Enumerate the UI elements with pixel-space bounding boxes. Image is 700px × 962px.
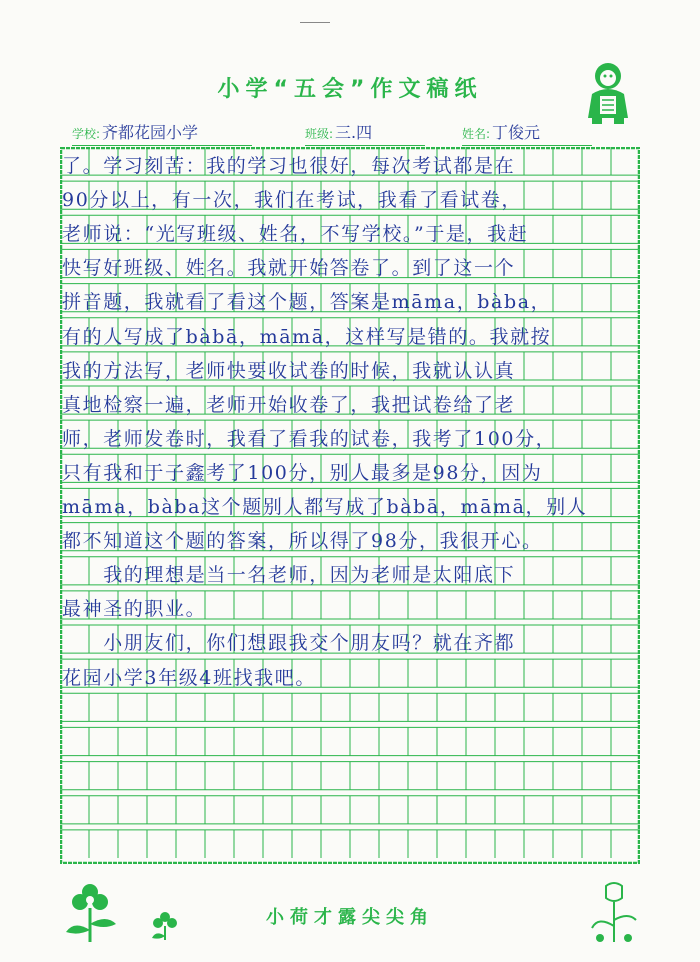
essay-line-text: 快写好班级、姓名。我就开始答卷了。到了这一个 <box>62 257 516 280</box>
essay-line <box>60 829 640 863</box>
small-flower-icon <box>148 908 182 942</box>
essay-line-text: 花园小学3年级4班找我吧。 <box>62 666 316 689</box>
school-value: 齐都花园小学 <box>102 123 199 142</box>
essay-line <box>60 215 640 249</box>
essay-line <box>60 522 640 556</box>
essay-line-text: 我的理想是当一名老师，因为老师是太阳底下 <box>62 564 516 587</box>
school-field <box>72 120 252 143</box>
essay-line <box>60 454 640 488</box>
essay-line <box>60 147 640 181</box>
essay-line-text: 都不知道这个题的答案，所以得了98分，我很开心。 <box>62 530 543 553</box>
essay-line-text <box>60 859 62 863</box>
essay-line-text: 真地检察一遍，老师开始收卷了，我把试卷给了老 <box>62 393 516 416</box>
essay-line-text: 师，老师发卷时，我看了看我的试卷，我考了100分， <box>62 427 557 450</box>
name-field <box>462 120 592 143</box>
writing-grid <box>60 147 640 864</box>
essay-line <box>60 590 640 624</box>
school-label: 学校: <box>72 127 101 141</box>
scan-mark <box>300 22 330 23</box>
page-title: 小学“五会”作文稿纸 <box>217 77 483 102</box>
class-value: 三.四 <box>335 123 373 142</box>
essay-line <box>60 556 640 590</box>
essay-line <box>60 181 640 215</box>
essay-line <box>60 727 640 761</box>
essay-line <box>60 761 640 795</box>
name-value: 丁俊元 <box>492 123 541 142</box>
essay-line <box>60 352 640 386</box>
essay-line <box>60 693 640 727</box>
essay-line-text: 小朋友们，你们想跟我交个朋友吗？就在齐都 <box>62 632 516 655</box>
essay-line-text: 老师说：“光写班级、姓名，不写学校。”于是，我赶 <box>62 223 529 246</box>
essay-line-text: māma，bàba这个题别人都写成了bàbā，māmā，别人 <box>62 496 588 518</box>
essay-line <box>60 249 640 283</box>
essay-line <box>60 420 640 454</box>
essay-line <box>60 624 640 658</box>
essay-line <box>60 283 640 317</box>
essay-line-text: 了。学习刻苦：我的学习也很好，每次考试都是在 <box>62 155 516 177</box>
flower-icon <box>60 880 122 946</box>
essay-line-text: 最神圣的职业。 <box>62 598 207 621</box>
essay-line <box>60 795 640 829</box>
essay-line-text: 拼音题，我就看了看这个题，答案是māma，bàba， <box>62 291 552 314</box>
essay-line-text: 有的人写成了bàbā，māmā，这样写是错的。我就按 <box>62 325 552 348</box>
class-field <box>305 120 425 143</box>
essay-line <box>60 318 640 352</box>
tulip-icon <box>588 880 640 946</box>
class-label: 班级: <box>305 127 334 141</box>
name-label: 姓名: <box>462 127 491 141</box>
essay-line-text: 我的方法写，老师快要收试卷的时候，我就认认真 <box>62 359 516 382</box>
essay-line-text: 90分以上，有一次，我们在考试，我看了看试卷， <box>62 189 522 212</box>
essay-line-text: 只有我和于子鑫考了100分，别人最多是98分，因为 <box>62 461 543 484</box>
mascot-figure-icon <box>578 56 638 128</box>
essay-line <box>60 659 640 693</box>
essay-line <box>60 386 640 420</box>
footer-slogan: 小荷才露尖尖角 <box>266 907 434 928</box>
essay-line <box>60 488 640 522</box>
